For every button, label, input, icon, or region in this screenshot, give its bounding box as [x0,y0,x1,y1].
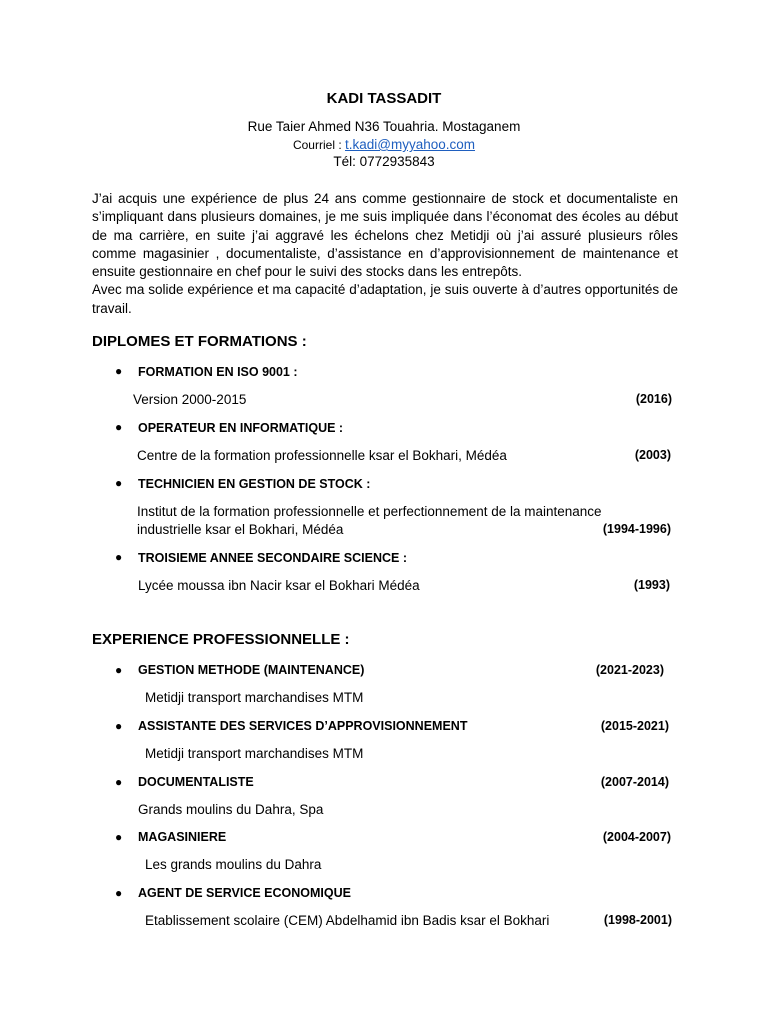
experience-detail: Grands moulins du Dahra, Spa [138,802,324,817]
experience-detail: Metidji transport marchandises MTM [145,690,364,705]
bullet-icon: ● [115,420,123,434]
address: Rue Taier Ahmed N36 Touahria. Mostaganem [247,119,521,134]
education-detail: Centre de la formation professionnelle ksar el Bokhari, Médéa [137,448,507,463]
experience-detail: Etablissement scolaire (CEM) Abdelhamid ibn Badis ksar el Bokhari [145,913,550,928]
experience-title: MAGASINIERE [138,830,227,844]
phone: Tél: 0772935843 [333,154,435,169]
email-line [0,137,768,152]
education-year: (2003) [634,448,671,462]
education-title: FORMATION EN ISO 9001 : [138,365,298,379]
experience-year: (2021-2023) [595,663,664,677]
education-detail: Lycée moussa ibn Nacir ksar el Bokhari Médéa [138,578,420,593]
education-title: TROISIEME ANNEE SECONDAIRE SCIENCE : [138,551,408,565]
experience-title: ASSISTANTE DES SERVICES D’APPROVISIONNEMENT [138,719,468,733]
summary-paragraph-2: Avec ma solide expérience et ma capacité d’adaptation, je suis ouverte à d’autres opportunités de travail. [92,282,678,316]
bullet-icon: ● [115,550,123,564]
experience-title: AGENT DE SERVICE ECONOMIQUE [138,886,351,900]
summary [92,190,678,318]
education-detail-line-1: Institut de la formation professionnelle et perfectionnement de la maintenance [137,504,602,519]
experience-title: GESTION METHODE (MAINTENANCE) [138,663,365,677]
bullet-icon: ● [115,663,123,677]
bullet-icon: ● [115,830,123,844]
experience-year: (2015-2021) [600,719,669,733]
education-year: (1994-1996) [602,522,671,536]
education-year: (1993) [633,578,670,592]
person-name: KADI TASSADIT [326,90,442,107]
bullet-icon: ● [115,886,123,900]
email-link[interactable]: t.kadi@myyahoo.com [345,137,476,152]
bullet-icon: ● [115,364,123,378]
bullet-icon: ● [115,719,123,733]
experience-detail: Metidji transport marchandises MTM [145,746,364,761]
bullet-icon: ● [115,775,123,789]
experience-detail: Les grands moulins du Dahra [145,857,322,872]
experience-year: (2004-2007) [602,830,671,844]
summary-paragraph-1: J’ai acquis une expérience de plus 24 ans comme gestionnaire de stock et documentaliste en s’impliquant dans plusieurs domaines, je me suis impliquée dans l’économat des écoles au début de ma carrière, en suite j’ai aggravé les échelons chez Metidji où j’ai assuré plusieurs rôles comme magasinier , documentaliste, d’assistance en d’approvisionnement de maintenance et ensuite gestionnaire en chef pour le suivi des stocks dans les entrepôts. [92,191,678,280]
experience-year: (2007-2014) [600,775,669,789]
education-title: TECHNICIEN EN GESTION DE STOCK : [138,477,371,491]
education-heading: DIPLOMES ET FORMATIONS : [92,333,307,350]
education-year: (2016) [635,392,672,406]
experience-heading: EXPERIENCE PROFESSIONNELLE : [92,631,350,648]
bullet-icon: ● [115,476,123,490]
experience-title: DOCUMENTALISTE [138,775,254,789]
education-title: OPERATEUR EN INFORMATIQUE : [138,421,344,435]
education-detail-line-2: industrielle ksar el Bokhari, Médéa [137,522,344,537]
email-label: Courriel : [292,138,342,152]
experience-year: (1998-2001) [603,913,672,927]
education-detail: Version 2000-2015 [133,392,247,407]
